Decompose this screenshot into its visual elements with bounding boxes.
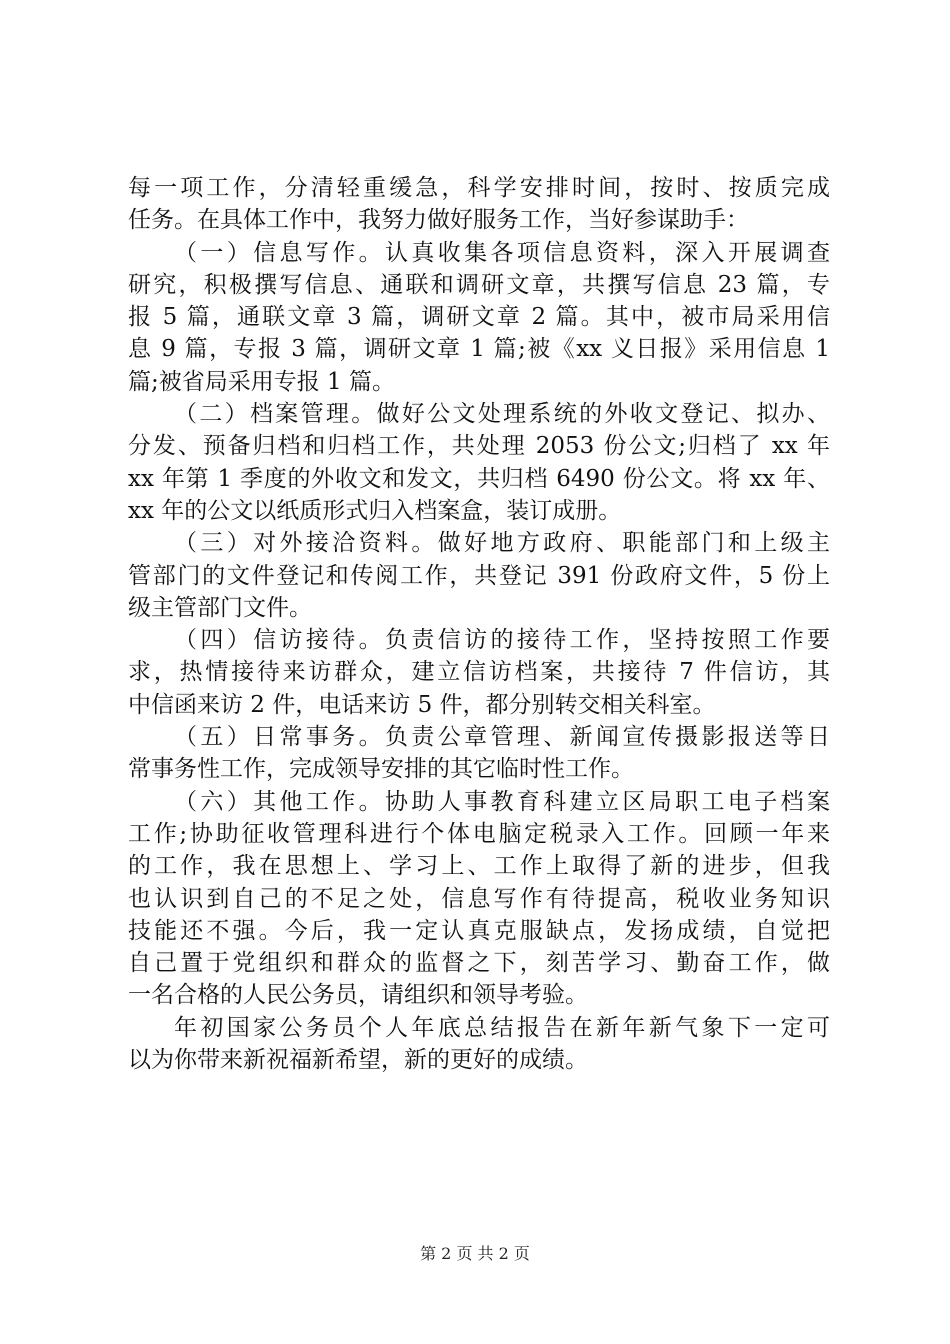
text-line: （一）信息写作。认真收集各项信息资料，深入开展调查 [174,239,830,266]
text-line: 一名合格的人民公务员，请组织和领导考验。 [128,982,588,1009]
text-line: xx 年第 1 季度的外收文和发文，共归档 6490 份公文。将 xx 年、 [128,465,830,492]
text-line: （二）档案管理。做好公文处理系统的外收文登记、拟办、 [174,401,830,428]
text-line: 分发、预备归档和归档工作，共处理 2053 份公文;归档了 xx 年 [128,433,830,460]
text-line: 以为你带来新祝福新希望，新的更好的成绩。 [128,1047,588,1074]
text-line: 技能还不强。今后，我一定认真克服缺点，发扬成绩，自觉把 [128,917,830,944]
text-line: 篇;被省局采用专报 1 篇。 [128,368,396,395]
text-line: xx 年的公文以纸质形式归入档案盒，装订成册。 [128,497,622,524]
document-body [128,172,830,1076]
text-line: 中信函来访 2 件，电话来访 5 件，都分别转交相关科室。 [128,691,716,718]
text-line: （五）日常事务。负责公章管理、新闻宣传摄影报送等日 [174,724,830,751]
text-line: 求，热情接待来访群众，建立信访档案，共接待 7 件信访，其 [128,659,830,686]
text-line: 任务。在具体工作中，我努力做好服务工作，当好参谋助手： [128,207,749,234]
text-line: 管部门的文件登记和传阅工作，共登记 391 份政府文件，5 份上 [128,562,830,589]
text-line: （四）信访接待。负责信访的接待工作，坚持按照工作要 [174,627,830,654]
text-line: 级主管部门文件。 [128,594,312,621]
text-line: （三）对外接洽资料。做好地方政府、职能部门和上级主 [174,530,830,557]
text-line: 年初国家公务员个人年底总结报告在新年新气象下一定可 [174,1014,830,1041]
text-line: 息 9 篇，专报 3 篇，调研文章 1 篇;被《xx 义日报》采用信息 1 [128,336,830,363]
text-line: 自己置于党组织和群众的监督之下，刻苦学习、勤奋工作，做 [128,950,830,977]
text-line: 研究，积极撰写信息、通联和调研文章，共撰写信息 23 篇，专 [128,271,830,298]
text-line: 报 5 篇，通联文章 3 篇，调研文章 2 篇。其中，被市局采用信 [128,304,830,331]
text-line: 工作;协助征收管理科进行个体电脑定税录入工作。回顾一年来 [128,820,830,847]
text-line: 常事务性工作，完成领导安排的其它临时性工作。 [128,756,634,783]
page-footer: 第 2 页 共 2 页 [420,1244,530,1263]
text-line: 每一项工作，分清轻重缓急，科学安排时间，按时、按质完成 [128,175,830,201]
text-line: 的工作，我在思想上、学习上、工作上取得了新的进步，但我 [128,853,830,880]
text-line: 也认识到自己的不足之处，信息写作有待提高，税收业务知识 [128,885,830,912]
text-line: （六）其他工作。协助人事教育科建立区局职工电子档案 [174,788,830,815]
